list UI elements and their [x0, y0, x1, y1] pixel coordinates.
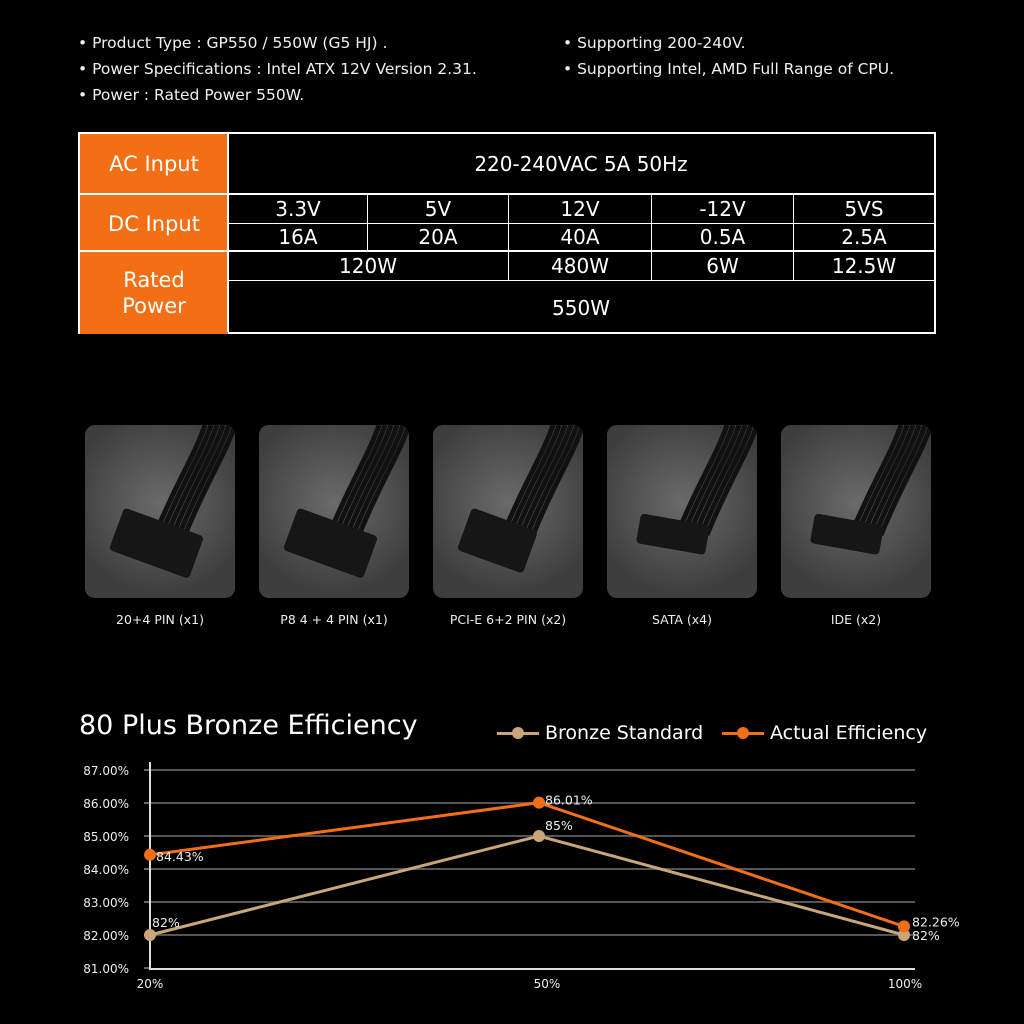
y-tick-label: 86.00%: [83, 797, 129, 811]
data-point: [533, 797, 545, 809]
dc-current: 20A: [418, 225, 458, 249]
dc-rail: 5VS: [844, 197, 884, 221]
rated-power-value: 480W: [551, 254, 609, 278]
series-line-bronze: [150, 836, 904, 935]
legend-label: Bronze Standard: [545, 722, 704, 744]
connector-label: IDE (x2): [830, 612, 882, 627]
y-tick-label: 87.00%: [83, 764, 129, 778]
data-label: 85%: [545, 818, 573, 833]
rated-power-value: 120W: [339, 254, 397, 278]
data-label: 82%: [152, 915, 180, 930]
dc-rail: -12V: [699, 197, 746, 221]
data-point: [144, 929, 156, 941]
y-tick-label: 81.00%: [83, 962, 129, 976]
y-tick-label: 82.00%: [83, 929, 129, 943]
x-tick-label: 20%: [136, 977, 164, 991]
feature-power-spec: • Power Specifications : Intel ATX 12V Version 2.31.: [78, 60, 477, 78]
chart-title: 80 Plus Bronze Efficiency: [79, 710, 418, 741]
y-tick-label: 85.00%: [83, 830, 129, 844]
data-label: 82%: [912, 928, 940, 943]
connector-label: 20+4 PIN (x1): [116, 612, 204, 627]
ac-input-label: AC Input: [80, 134, 228, 193]
data-point: [533, 830, 545, 842]
rated-power-total: 550W: [552, 295, 610, 320]
rated-power-label: Rated Power: [80, 252, 228, 334]
dc-current: 0.5A: [699, 225, 746, 249]
feature-rated-power: • Power : Rated Power 550W.: [78, 86, 304, 104]
connector-label: P8 4 + 4 PIN (x1): [280, 612, 388, 627]
dc-rail: 12V: [560, 197, 600, 221]
data-label: 84.43%: [156, 848, 204, 864]
x-tick-label: 50%: [533, 977, 561, 991]
series-line-actual: [150, 803, 904, 927]
connector-label: PCI-E 6+2 PIN (x2): [449, 612, 567, 627]
y-tick-label: 83.00%: [83, 896, 129, 910]
legend-label: Actual Efficiency: [770, 722, 928, 744]
data-point: [144, 849, 156, 861]
feature-voltage: • Supporting 200-240V.: [563, 34, 746, 52]
dc-current: 40A: [560, 225, 600, 249]
connector-label: SATA (x4): [651, 612, 713, 627]
dc-current: 2.5A: [841, 225, 887, 249]
data-label: 82.26%: [912, 914, 960, 930]
dc-rail: 5V: [424, 197, 452, 221]
dc-rail: 3.3V: [275, 197, 321, 221]
rated-power-value: 12.5W: [831, 254, 897, 278]
dc-input-label: DC Input: [80, 195, 228, 252]
feature-product-type: • Product Type : GP550 / 550W (G5 HJ) .: [78, 34, 387, 52]
data-label: 86.01%: [545, 792, 593, 808]
data-point: [898, 920, 910, 932]
y-tick-label: 84.00%: [83, 863, 129, 877]
feature-cpu-support: • Supporting Intel, AMD Full Range of CPU.: [563, 60, 894, 78]
ac-input-value: 220-240VAC 5A 50Hz: [474, 151, 688, 176]
x-tick-label: 100%: [887, 977, 923, 991]
rated-power-value: 6W: [706, 254, 739, 278]
dc-current: 16A: [278, 225, 318, 249]
